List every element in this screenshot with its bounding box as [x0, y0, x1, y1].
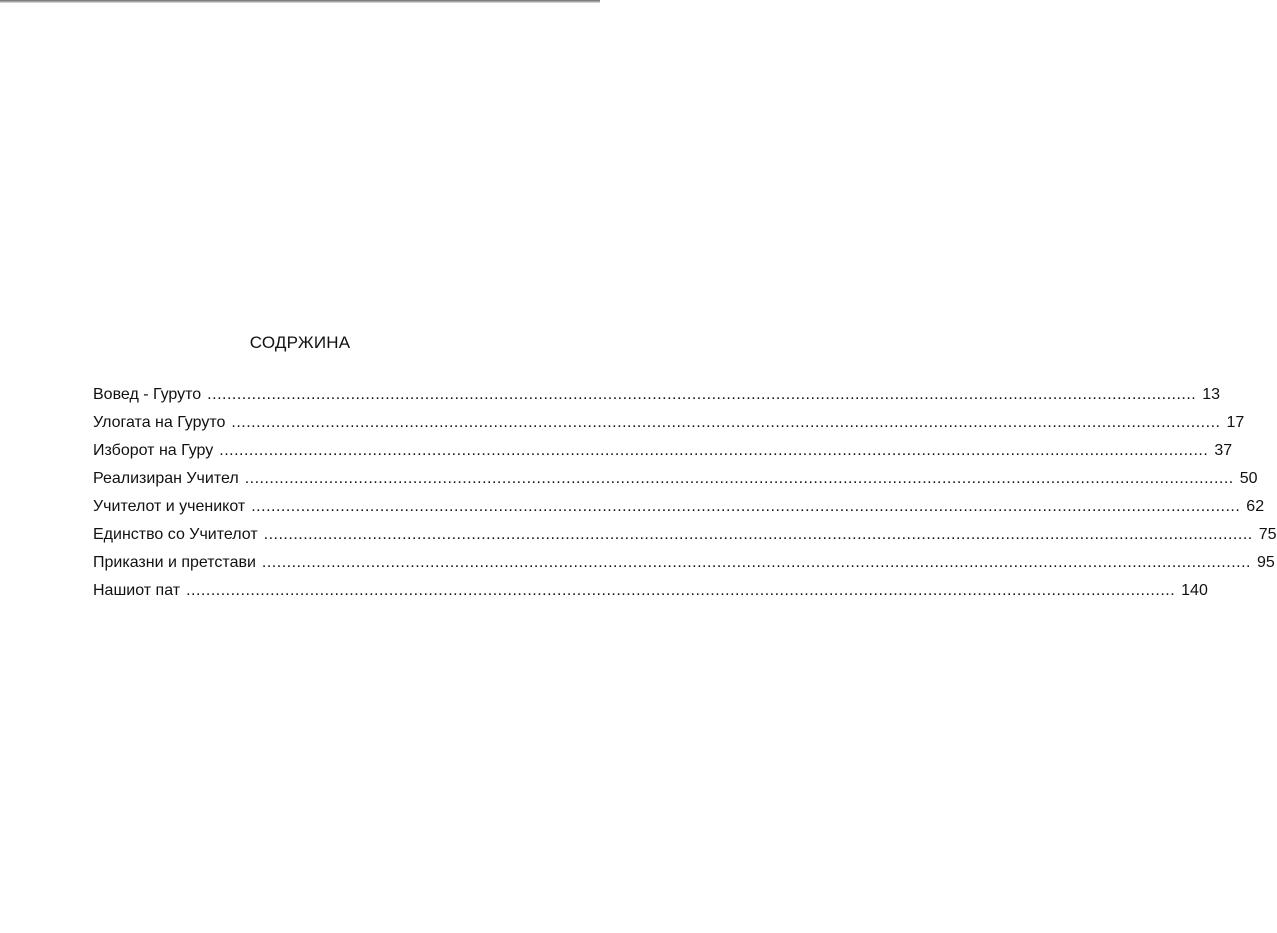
toc-entry-page: 50: [1239, 470, 1258, 487]
toc-entry-title: Единство со Учителот: [93, 526, 258, 543]
toc-entry[interactable]: [93, 437, 1233, 465]
toc-dot-leader: ........................................................................................................................................................................................................: [219, 442, 1209, 459]
toc-dot-leader: ........................................................................................................................................................................................................: [244, 470, 1234, 487]
toc-dot-leader: ........................................................................................................................................................................................................: [261, 554, 1251, 571]
toc-entry[interactable]: [93, 577, 1208, 605]
toc-entry-page: 75: [1258, 526, 1277, 543]
toc-entry-page: 62: [1246, 498, 1265, 515]
toc-heading: СОДРЖИНА: [249, 333, 351, 352]
page-top-border: [0, 0, 600, 3]
toc-entry-title: Учителот и ученикот: [93, 498, 246, 515]
toc-entry[interactable]: [93, 549, 1275, 577]
toc-entry-title: Нашиот пат: [93, 582, 181, 599]
toc-entry-page: 17: [1226, 414, 1245, 431]
toc-entry-title: Улогата на Гуруто: [93, 414, 226, 431]
toc-entry-page: 13: [1202, 386, 1221, 403]
toc-entry-title: Вовед - Гуруто: [93, 386, 202, 403]
toc-entry-page: 140: [1181, 582, 1208, 599]
toc-entry[interactable]: [93, 465, 1258, 493]
toc-dot-leader: ........................................................................................................................................................................................................: [207, 386, 1197, 403]
toc-dot-leader: ........................................................................................................................................................................................................: [231, 414, 1221, 431]
toc-entry-title: Реализиран Учител: [93, 470, 239, 487]
toc-dot-leader: ........................................................................................................................................................................................................: [251, 498, 1241, 515]
toc-entry[interactable]: [93, 409, 1245, 437]
toc-entry[interactable]: [93, 381, 1221, 409]
toc-entry[interactable]: [93, 493, 1265, 521]
toc-entry[interactable]: [93, 521, 1277, 549]
toc-entry-page: 37: [1214, 442, 1233, 459]
toc-dot-leader: ........................................................................................................................................................................................................: [263, 526, 1253, 543]
toc-entry-title: Приказни и претстави: [93, 554, 256, 571]
toc-list: [93, 381, 1277, 605]
toc-dot-leader: ........................................................................................................................................................................................................: [186, 582, 1176, 599]
toc-entry-page: 95: [1256, 554, 1275, 571]
toc-entry-title: Изборот на Гуру: [93, 442, 214, 459]
